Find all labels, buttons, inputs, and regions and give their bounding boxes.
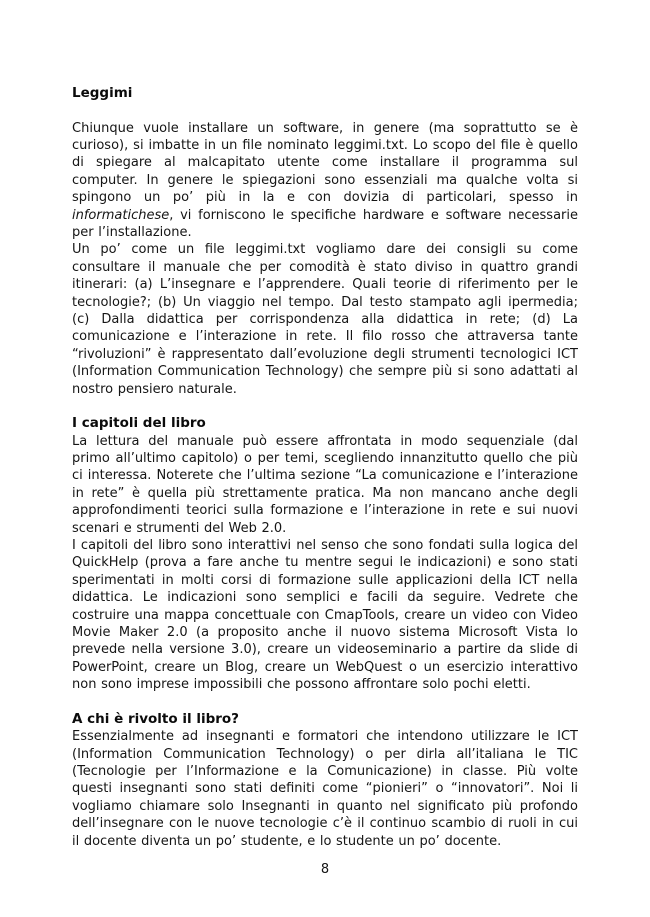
page-number: 8 <box>320 862 330 877</box>
paragraph-text: , vi forniscono le specifiche hardware e software necessarie per l’installazione. <box>72 207 578 240</box>
paragraph: I capitoli del libro sono interattivi nel senso che sono fondati sulla logica del QuickHelp (prova a fare anche tu mentre segui le indicazioni) e sono stati sperimentati in molti corsi di formazione sulle applicazioni della ICT nella didattica. Le indicazioni sono semplici e facili da seguire. Vedrete che costruire una mappa concettuale con CmapTools, creare un video con Video Movie Maker 2.0 (a proposito anche il nuovo sistema Microsoft Vista lo prevede nella versione 3.0), creare un videoseminario a partire da slide di PowerPoint, creare un Blog, creare un WebQuest o un esercizio interattivo non sono imprese impossibili che possono affrontare solo pochi eletti. <box>72 537 578 693</box>
section-a-chi <box>72 711 578 850</box>
section-capitoli <box>72 415 578 694</box>
paragraph <box>72 120 578 242</box>
paragraph-text-italic: informatichese <box>72 207 170 223</box>
section-heading: A chi è rivolto il libro? <box>72 710 239 727</box>
paragraph: Un po’ come un file leggimi.txt vogliamo dare dei consigli su come consultare il manuale che per comodità è stato diviso in quattro grandi itinerari: (a) L’insegnare e l’apprendere. Quali teorie di riferimento per le tecnologie?; (b) Un viaggio nel tempo. Dal testo stampato agli ipermedia; (c) Dalla didattica per corrispondenza alla didattica in rete; (d) La comunicazione e l’interazione in rete. Il filo rosso che attraversa tante “rivoluzioni” è rappresentato dall’evoluzione degli strumenti tecnologici ICT (Information Communication Technology) che sempre più si sono adattati al nostro pensiero naturale. <box>72 242 578 397</box>
paragraph: Essenzialmente ad insegnanti e formatori che intendono utilizzare le ICT (Information Communication Technology) o per dirla all’italiana le TIC (Tecnologie per l’Informazione e la Comunicazione) in classe. Più volte questi insegnanti sono stati definiti come “pionieri” o “innovatori”. Noi li vogliamo chiamare solo Insegnanti in quanto nel significato più profondo dell’insegnare con le nuove tecnologie c’è il continuo scambio di ruoli in cui il docente diventa un po’ studente, e lo studente un po’ docente. <box>72 729 578 849</box>
paragraph: La lettura del manuale può essere affrontata in modo sequenziale (dal primo all’ultimo capitolo) o per temi, scegliendo innanzitutto quello che più ci interessa. Noterete che l’ultima sezione “La comunicazione e l’interazione in rete” è quella più strettamente pratica. Ma non mancano anche degli approfondimenti teorici sulla formazione e l’interazione in rete e sui nuovi scenari e strumenti del Web 2.0. <box>72 433 578 536</box>
section-leggimi <box>72 85 578 398</box>
section-heading: I capitoli del libro <box>72 415 206 431</box>
section-heading: Leggimi <box>72 85 133 101</box>
paragraph-text: Chiunque vuole installare un software, in genere (ma soprattutto se è curioso), si imbatte in un file nominato leggimi.txt. Lo scopo del file è quello di spiegare al malcapitato utente come installare il programma sul computer. In genere le spiegazioni sono essenziali ma qualche volta si spingono un po’ più in la e con dovizia di particolari, spesso in <box>72 120 578 206</box>
